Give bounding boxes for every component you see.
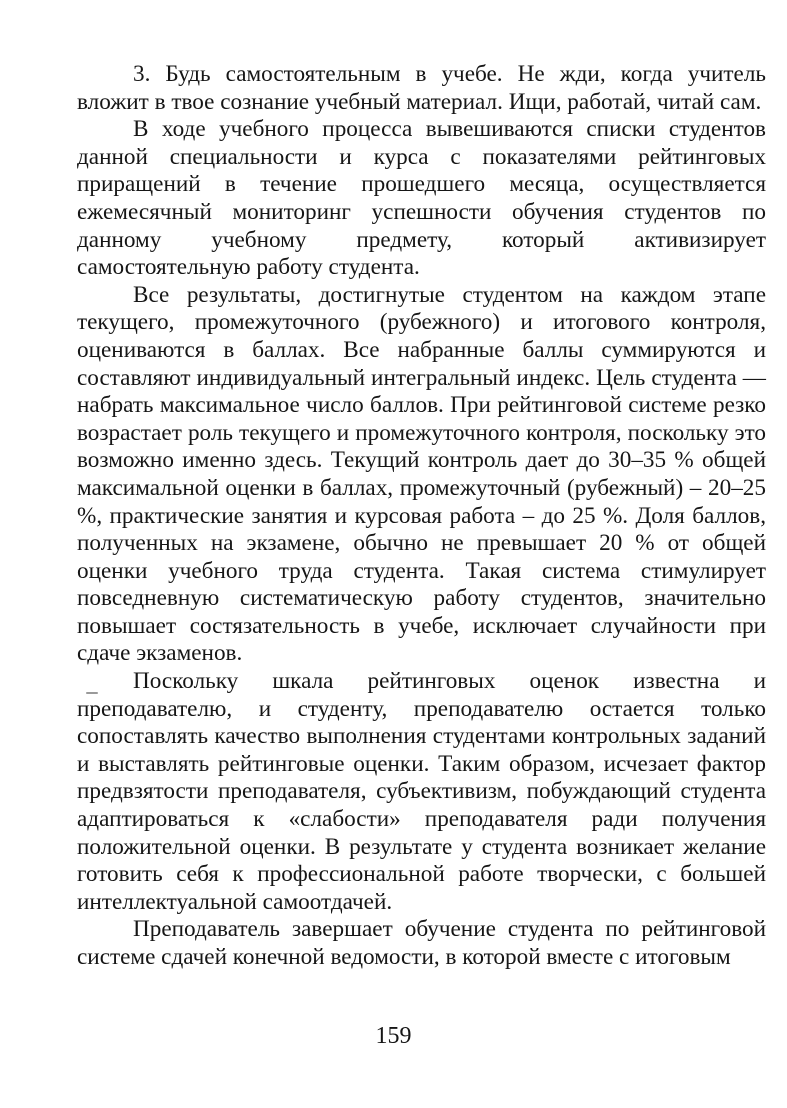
scan-artifact	[86, 692, 98, 694]
paragraph-final-sheet: Преподаватель завершает обучение студента по рейтинговой системе сдачей конечной ведомости, в которой вместе с итоговым	[77, 916, 766, 970]
body-text	[77, 61, 766, 972]
paragraph-monitoring: В ходе учебного процесса вывешиваются списки студентов данной специальности и курса с показателями рейтинговых приращений в течение прошедшего месяца, осуществляется ежемесячный мониторинг успешности обучения студентов по данному учебному предмету, который активизирует самостоятельную работу студента.	[77, 116, 766, 281]
page-number: 159	[375, 1023, 412, 1049]
paragraph-scale: Поскольку шкала рейтинговых оценок известна и преподавателю, и студенту, преподавателю остается только сопоставлять качество выполнения студентами контрольных заданий и выставлять рейтинговые оценки. Таким образом, исчезает фактор предвзятости преподавателя, субъективизм, побуждающий студента адаптироваться к «слабости» преподавателя ради получения положительной оценки. В результате у студента возникает желание готовить себя к профессиональной работе творчески, с большей интеллектуальной самоотдачей.	[77, 668, 766, 915]
paragraph-results: Все результаты, достигнутые студентом на каждом этапе текущего, промежуточного (рубежного) и итогового контроля, оцениваются в баллах. Все набранные баллы суммируются и составляют индивидуальный интегральный индекс. Цель студента — набрать максимальное число баллов. При рейтинговой системе резко возрастает роль текущего и промежуточного контроля, поскольку это возможно именно здесь. Текущий контроль дает до 30–35 % общей максимальной оценки в баллах, промежуточный (рубежный) – 20–25 %, практические занятия и курсовая работа – до 25 %. Доля баллов, полученных на экзамене, обычно не превышает 20 % от общей оценки учебного труда студента. Такая система стимулирует повседневную систематическую работу студентов, значительно повышает состязательность в учебе, исключает случайности при сдаче экзаменов.	[77, 281, 766, 667]
paragraph-rule-3: 3. Будь самостоятельным в учебе. Не жди, когда учитель вложит в твое сознание учебный материал. Ищи, работай, читай сам.	[77, 61, 766, 115]
